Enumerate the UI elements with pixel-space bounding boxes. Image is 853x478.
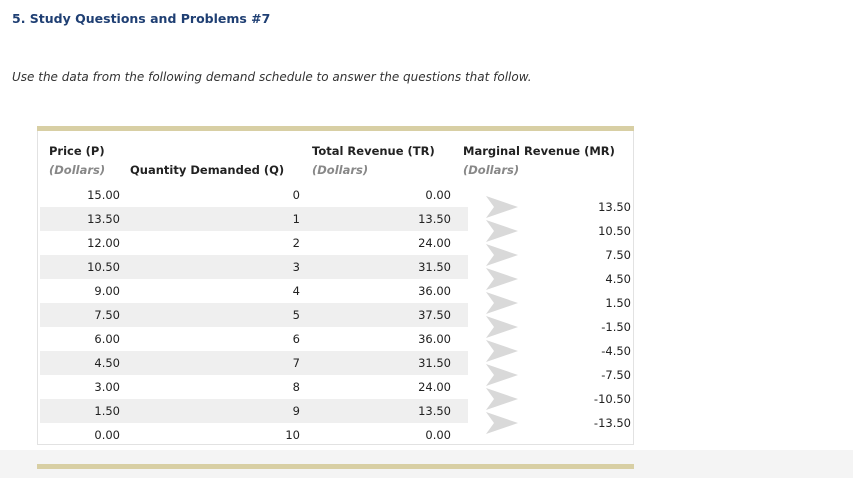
marginal-revenue-value: -7.50 [601,368,631,382]
price-cell: 1.50 [94,404,120,418]
total-revenue-cell: 31.50 [418,260,451,274]
instructions-text: Use the data from the following demand schedule to answer the questions that follow. [12,70,532,84]
price-cell: 6.00 [94,332,120,346]
marginal-revenue-value: 7.50 [605,248,631,262]
price-cell: 4.50 [94,356,120,370]
header-total-revenue-unit: (Dollars) [312,163,369,177]
demand-schedule-table [37,126,634,445]
marginal-revenue-value: 10.50 [598,224,631,238]
table-panel [37,131,634,445]
table-bottom-bar [37,464,634,469]
total-revenue-cell: 0.00 [425,188,451,202]
price-cell: 15.00 [87,188,120,202]
header-marginal-revenue-unit: (Dollars) [463,163,520,177]
marginal-revenue-value: -1.50 [601,320,631,334]
header-marginal-revenue: Marginal Revenue (MR) [463,144,615,158]
total-revenue-cell: 31.50 [418,356,451,370]
quantity-cell: 9 [292,404,300,418]
total-revenue-cell: 36.00 [418,332,451,346]
price-cell: 10.50 [87,260,120,274]
page-title: 5. Study Questions and Problems #7 [12,11,271,26]
quantity-cell: 3 [292,260,300,274]
quantity-cell: 0 [292,188,300,202]
quantity-cell: 10 [285,428,300,442]
price-cell: 3.00 [94,380,120,394]
header-quantity: Quantity Demanded (Q) [130,163,285,177]
quantity-cell: 2 [292,236,300,250]
quantity-cell: 1 [292,212,300,226]
marginal-revenue-value: 4.50 [605,272,631,286]
marginal-revenue-value: 1.50 [605,296,631,310]
price-cell: 7.50 [94,308,120,322]
quantity-cell: 7 [292,356,300,370]
price-cell: 13.50 [87,212,120,226]
total-revenue-cell: 0.00 [425,428,451,442]
price-cell: 9.00 [94,284,120,298]
marginal-revenue-value: -4.50 [601,344,631,358]
marginal-revenue-value: -13.50 [593,416,631,430]
quantity-cell: 4 [292,284,300,298]
marginal-revenue-value: -10.50 [593,392,631,406]
header-price: Price (P) [49,144,105,158]
header-price-unit: (Dollars) [49,163,106,177]
total-revenue-cell: 37.50 [418,308,451,322]
quantity-cell: 5 [292,308,300,322]
price-cell: 0.00 [94,428,120,442]
total-revenue-cell: 13.50 [418,212,451,226]
total-revenue-cell: 24.00 [418,380,451,394]
quantity-cell: 8 [292,380,300,394]
price-cell: 12.00 [87,236,120,250]
header-total-revenue: Total Revenue (TR) [312,144,435,158]
total-revenue-cell: 24.00 [418,236,451,250]
total-revenue-cell: 36.00 [418,284,451,298]
quantity-cell: 6 [292,332,300,346]
marginal-revenue-value: 13.50 [598,200,631,214]
total-revenue-cell: 13.50 [418,404,451,418]
